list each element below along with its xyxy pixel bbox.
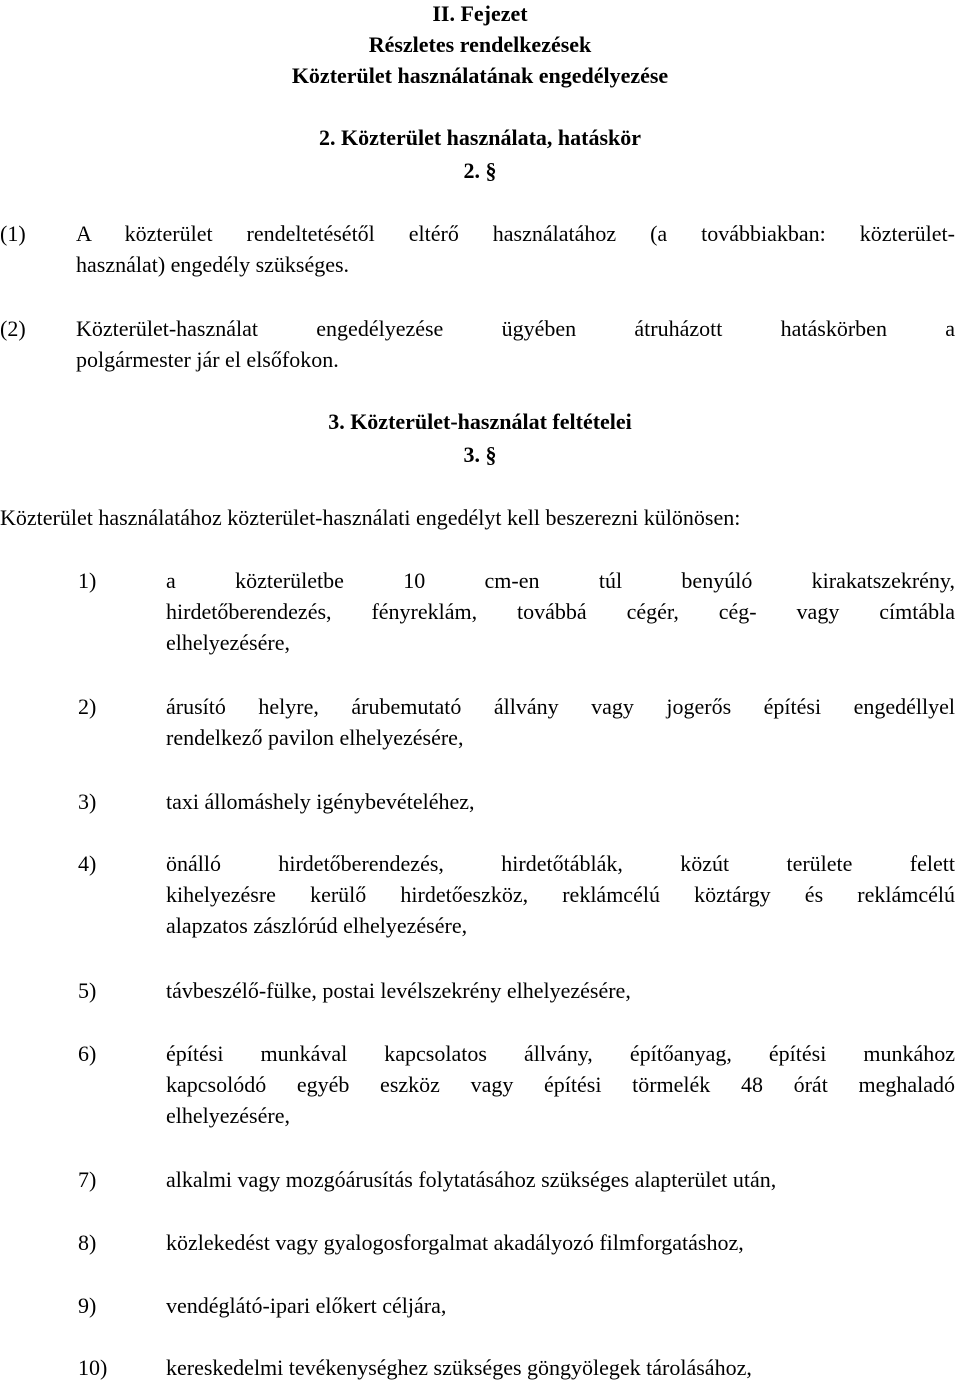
list-item-number: 2) bbox=[78, 694, 97, 719]
list-item-text bbox=[166, 691, 955, 753]
list-item-text bbox=[166, 1290, 955, 1321]
list-item-line: rendelkező pavilon elhelyezésére, bbox=[166, 725, 464, 750]
list-item-text bbox=[166, 1352, 955, 1383]
list-item-number: 9) bbox=[78, 1293, 97, 1318]
list-item-text bbox=[166, 786, 955, 817]
paragraph-line: A közterület rendeltetésétől eltérő használatához (a továbbiakban: közterület- bbox=[76, 221, 955, 246]
list-item-line: alapzatos zászlórúd elhelyezésére, bbox=[166, 913, 468, 938]
section-3-paragraph-mark: 3. § bbox=[463, 442, 497, 467]
list-item-line: építési munkával kapcsolatos állvány, építőanyag, építési munkához bbox=[166, 1041, 955, 1066]
list-item bbox=[78, 975, 955, 1006]
list-item-text bbox=[166, 1164, 955, 1195]
list-item-text bbox=[166, 1227, 955, 1258]
list-item bbox=[78, 786, 955, 817]
chapter-heading: II. Fejezet bbox=[432, 1, 528, 26]
list-item-number: 8) bbox=[78, 1230, 97, 1255]
chapter-topic: Közterület használatának engedélyezése bbox=[291, 63, 669, 88]
list-item-line: árusító helyre, árubemutató állvány vagy jogerős építési engedéllyel bbox=[166, 694, 955, 719]
paragraph-text bbox=[76, 313, 955, 375]
paragraph-text bbox=[76, 249, 955, 280]
list-item-number: 6) bbox=[78, 1041, 97, 1066]
paragraph-text bbox=[76, 218, 955, 249]
list-item-number: 1) bbox=[78, 568, 97, 593]
list-item-text bbox=[166, 848, 955, 941]
list-item-line: vendéglátó-ipari előkert céljára, bbox=[166, 1293, 447, 1318]
list-item bbox=[78, 1038, 955, 1131]
paragraph-line: polgármester jár el elsőfokon. bbox=[76, 347, 339, 372]
list-item-number: 4) bbox=[78, 851, 97, 876]
list-item-line: közlekedést vagy gyalogosforgalmat akadályozó filmforgatáshoz, bbox=[166, 1230, 744, 1255]
list-item-line: alkalmi vagy mozgóárusítás folytatásához szükséges alapterület után, bbox=[166, 1167, 777, 1192]
section-2-paragraph-mark: 2. § bbox=[463, 158, 497, 183]
section-3-intro: Közterület használatához közterület-használati engedélyt kell beszerezni különösen: bbox=[0, 505, 741, 530]
list-item-line: a közterületbe 10 cm-en túl benyúló kirakatszekrény, bbox=[166, 568, 955, 593]
list-item-line: kihelyezésre kerülő hirdetőeszköz, reklámcélú köztárgy és reklámcélú bbox=[166, 882, 955, 907]
list-item-line: kapcsolódó egyéb eszköz vagy építési törmelék 48 órát meghaladó bbox=[166, 1072, 955, 1097]
list-item-text bbox=[166, 975, 955, 1006]
list-item bbox=[78, 691, 955, 753]
section-2-paragraph-1-cont bbox=[0, 249, 955, 280]
list-item-text bbox=[166, 1038, 955, 1131]
list-item bbox=[78, 1227, 955, 1258]
section-2-paragraph-1 bbox=[0, 218, 955, 249]
list-item-line: taxi állomáshely igénybevételéhez, bbox=[166, 789, 475, 814]
section-2-paragraph-2 bbox=[0, 313, 955, 375]
list-item-line: hirdetőberendezés, fényreklám, továbbá cégér, cég- vagy címtábla bbox=[166, 599, 955, 624]
paragraph-number: (2) bbox=[0, 316, 26, 341]
list-item-number: 5) bbox=[78, 978, 97, 1003]
section-3-title: 3. Közterület-használat feltételei bbox=[328, 409, 632, 434]
list-item-number: 10) bbox=[78, 1355, 108, 1380]
list-item-line: elhelyezésére, bbox=[166, 1103, 290, 1128]
chapter-subtitle: Részletes rendelkezések bbox=[368, 32, 592, 57]
list-item-line: kereskedelmi tevékenységhez szükséges göngyölegek tárolásához, bbox=[166, 1355, 752, 1380]
list-item-number: 3) bbox=[78, 789, 97, 814]
list-item-text bbox=[166, 565, 955, 658]
paragraph-line: használat) engedély szükséges. bbox=[76, 252, 350, 277]
list-item bbox=[78, 1352, 955, 1383]
list-item bbox=[78, 1290, 955, 1321]
list-item bbox=[78, 848, 955, 941]
paragraph-line: Közterület-használat engedélyezése ügyében átruházott hatáskörben a bbox=[76, 316, 955, 341]
list-item-number: 7) bbox=[78, 1167, 97, 1192]
list-item-line: távbeszélő-fülke, postai levélszekrény elhelyezésére, bbox=[166, 978, 631, 1003]
list-item bbox=[78, 1164, 955, 1195]
section-2-title: 2. Közterület használata, hatáskör bbox=[318, 125, 642, 150]
list-item-line: elhelyezésére, bbox=[166, 630, 290, 655]
list-item bbox=[78, 565, 955, 658]
list-item-line: önálló hirdetőberendezés, hirdetőtáblák, közút területe felett bbox=[166, 851, 955, 876]
paragraph-number: (1) bbox=[0, 221, 26, 246]
